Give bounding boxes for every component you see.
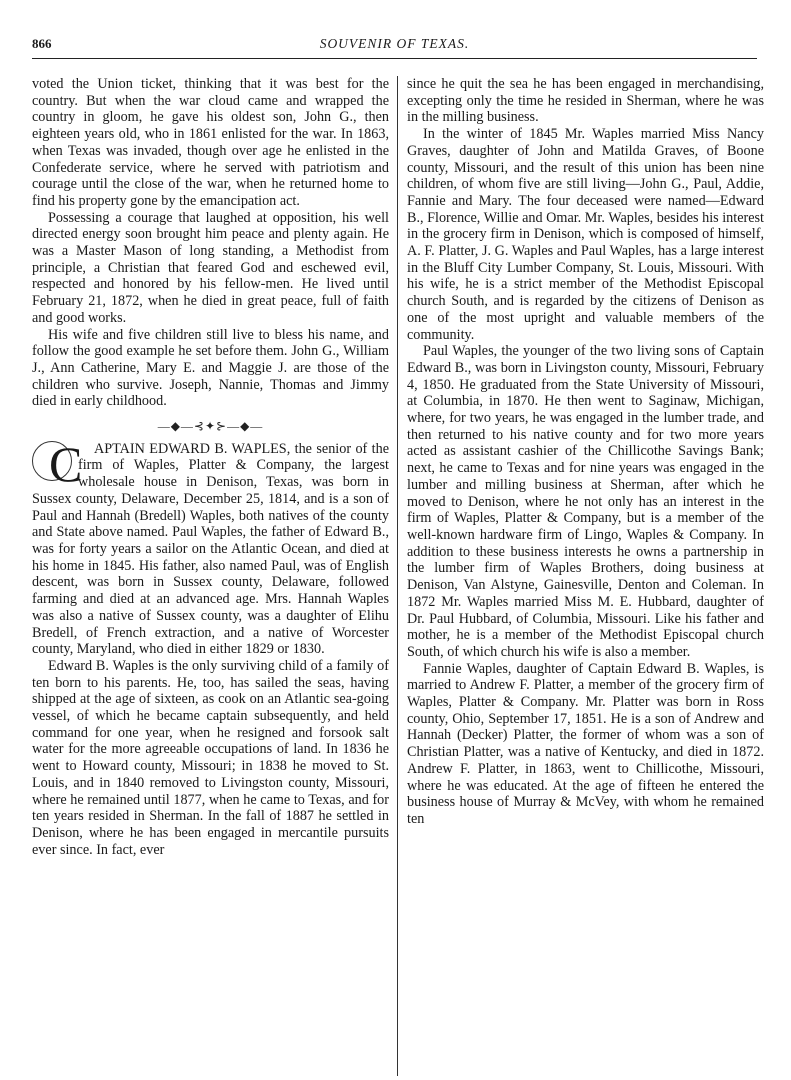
paragraph: voted the Union ticket, thinking that it was best for the country. But when the war cloud came and wrapped the country in gloom, he gave his oldest son, John G., then eighteen years old, who in 1861 enlisted for the war. In 1863, when Texas was invaded, though over age he enlisted in the Confederate service, where he served with patriotism and courage until the close of the war, when he returned home to find his property gone by the emancipation act. [32,76,389,209]
paragraph: Fannie Waples, daughter of Captain Edward B. Waples, is married to Andrew F. Platter, a member of the grocery firm of Waples, Platter & Company. Mr. Platter was born in Ross county, Ohio, September 17, 1851. He is a son of Andrew and Hannah (Decker) Platter, the former of whom was a son of Christian Platter, was a native of Kentucky, and died in 1872. Andrew F. Platter, in 1863, went to Chillicothe, Missouri, where he was educated. At the age of fifteen he entered the business house of Murray & McVey, with whom he remained ten [407,660,764,827]
paragraph: Paul Waples, the younger of the two living sons of Captain Edward B., was born in Livingston county, Missouri, February 4, 1850. He graduated from the State University of Missouri, at Columbia, in 1870. He then went to Saginaw, Michigan, where, for two years, he was engaged in the lumber trade, and then returned to his native county and for two more years acted as assistant cashier of the Chillicothe Savings Bank; next, he came to Texas and for nine years was engaged in the lumber and milling business at Sherman, after which he moved to Denison, where he not only has an interest in the firm of Waples, Platter & Company, but is a member of the well-known hardware firm of Lingo, Waples & Company. In addition to these business interests he owns a partnership in the lumber firm of Waples Brothers, doing business at Denison, Van Alstyne, Gainesville, Denton and Coleman. In 1872 Mr. Waples married Miss M. E. Hubbard, daughter of Dr. Paul Hubbard, of Columbia, Missouri. Like his father and mother, he is a member of the Methodist Episcopal church South, of which church his wife is also a member. [407,343,764,660]
biography-opening-paragraph [32,435,389,658]
paragraph: In the winter of 1845 Mr. Waples married Miss Nancy Graves, daughter of John and Matilda Graves, of Boone county, Missouri, and the result of this union has been nine children, of whom five are still living—John G., Paul, Addie, Fannie and Mary. The four deceased were named—Edward B., Florence, Willie and Omar. Mr. Waples, besides his interest in the grocery firm in Denison, which is composed of himself, A. F. Platter, J. G. Waples and Paul Waples, has a large interest in the Bluff City Lumber Company, St. Louis, Missouri. With his wife, he is a strict member of the Methodist Episcopal church South, and is regarded by the citizens of Denison as one of the most upright and valuable members of the community. [407,126,764,343]
paragraph: since he quit the sea he has been engaged in merchandising, excepting only the time he resided in Sherman, where he was in the milling business. [407,76,764,126]
paragraph-text: APTAIN EDWARD B. WAPLES, the senior of the firm of Waples, Platter & Company, the largest wholesale house in Denison, Texas, was born in Sussex county, Delaware, December 25, 1814, and is a son of Paul and Hannah (Bredell) Waples, both natives of the county and State above named. Paul Waples, the father of Edward B., was for forty years a sailor on the Atlantic Ocean, and died at his home in 1845. His father, also named Paul, was of English descent, was born in Sussex county, Delaware, followed farming and died at an advanced age. Mrs. Hannah Waples was also a native of Sussex county, was a daughter of Elihu Bredell, of French extraction, and a native of Worcester county, Maryland, who died in either 1829 or 1830. [32,440,389,658]
right-column [407,76,764,828]
running-head: SOUVENIR OF TEXAS. [319,36,470,51]
column-divider [397,76,398,1076]
paragraph: His wife and five children still live to bless his name, and follow the good example he set before them. John G., William J., Ann Catherine, Mary E. and Maggie J. are those of the children who survive. Joseph, Nannie, Thomas and Jimmy died in early childhood. [32,326,389,410]
paragraph: Possessing a courage that laughed at opposition, his well directed energy soon brought him peace and plenty again. He was a Master Mason of long standing, a Methodist from principle, a Christian that feared God and eschewed evil, respected and honored by his fellow-men. He lived until February 21, 1872, when he died in great peace, full of faith and good works. [32,209,389,326]
page-number: 866 [32,36,52,51]
drop-cap-letter: C [32,441,72,481]
page-header [32,36,757,59]
left-column [32,76,389,858]
section-ornament: —◆—⊰✦⊱—◆— [157,419,264,434]
paragraph: Edward B. Waples is the only surviving child of a family of ten born to his parents. He, too, has sailed the seas, having shipped at the age of sixteen, as cook on an Atlantic sea-going vessel, of which he became captain subsequently, and held command for one year, when he resigned and forsook salt water for the more agreeable occupations of land. In 1836 he went to Howard county, Missouri; in 1838 he moved to St. Louis, and in 1840 removed to Livingston county, Missouri, where he remained until 1877, when he came to Texas, and for ten years resided in Sherman. In the fall of 1887 he settled in Denison, where he has been engaged in mercantile pursuits ever since. In fact, ever [32,657,389,858]
